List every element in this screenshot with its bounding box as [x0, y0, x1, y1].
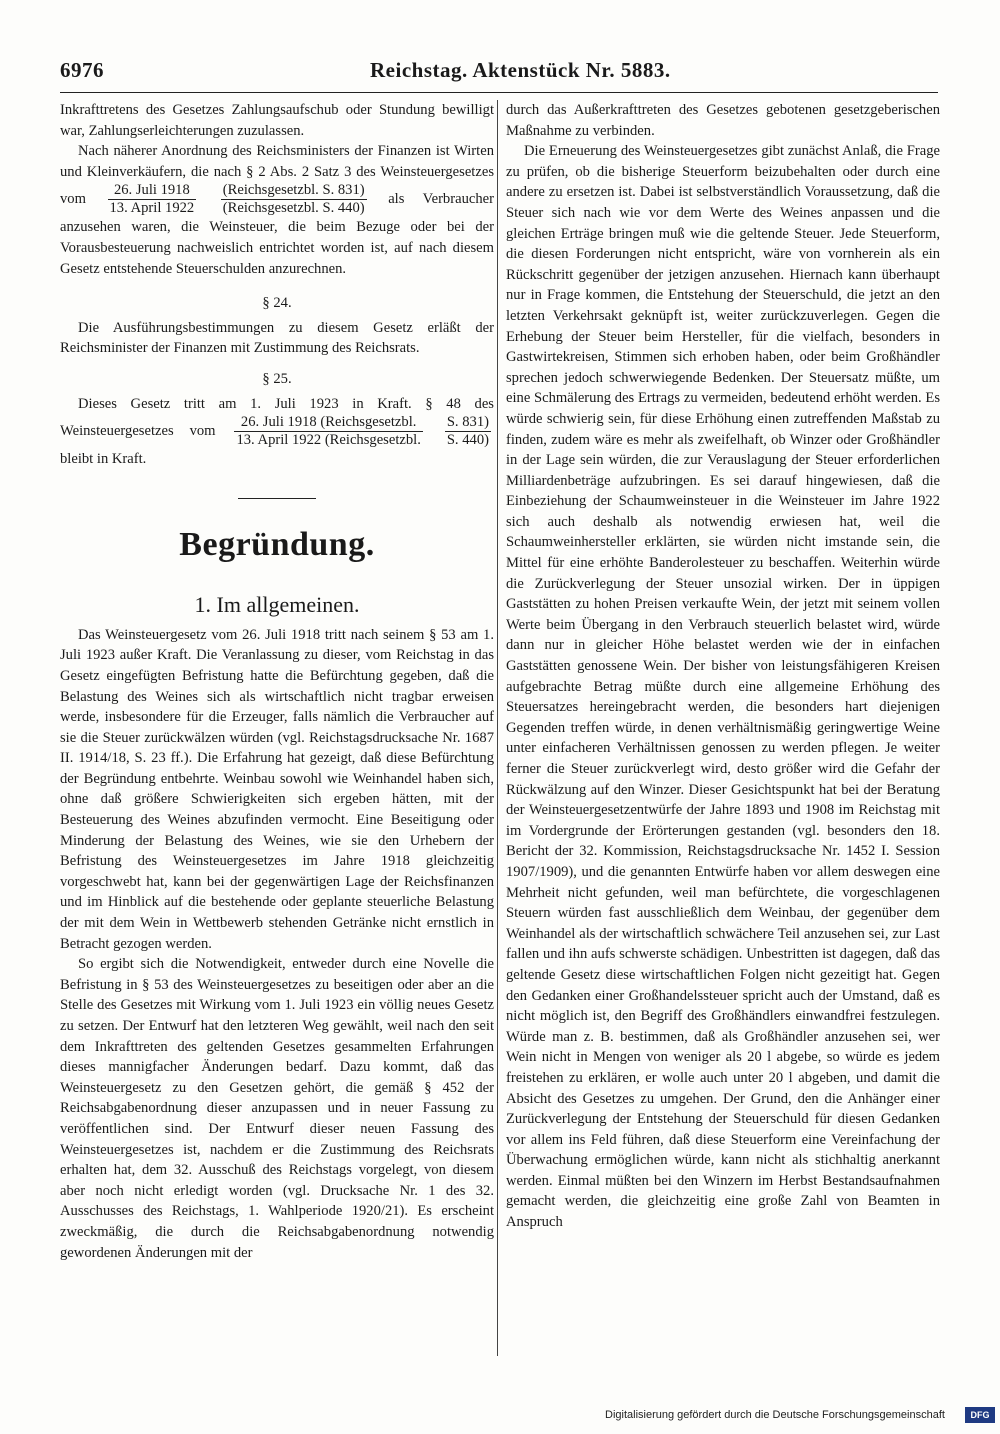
fraction-denominator: S. 440) — [446, 432, 489, 449]
paragraph: Inkrafttretens des Gesetzes Zahlungsaufschub oder Stundung bewilligt war, Zahlungserleichterungen zuzulassen. — [60, 102, 494, 139]
paragraph-text: bleibt in Kraft. — [60, 451, 147, 468]
dfg-logo: DFG — [965, 1407, 995, 1423]
paragraph: So ergibt sich die Notwendigkeit, entweder durch eine Novelle die Befristung in § 53 des Weinsteuergesetzes zu beseitigen oder aber an die Stelle des Gesetzes mit Wirkung vom 1. Juli 1923 ein völlig neues Gesetz zu setzen. Der Entwurf hat den letzteren Weg gewählt, weil nach den seit dem Inkrafttreten des geltenden Gesetzes gesammelten Erfahrungen dieses mannigfacher Änderungen bedarf. Dazu kommt, daß das Weinsteuergesetz zu den Gesetzen gehört, die gemäß § 452 der Reichsabgabenordnung dieser anzupassen und in neuer Fassung zu veröffentlichen sind. Der Entwurf dieser neuen Fassung des Weinsteuergesetzes ist, nachdem er die Zustimmung des Reichsrats erhalten hat, dem 32. Ausschuß des Reichstags vorgelegt, von diesem aber noch nicht erledigt worden (vgl. Drucksache Nr. 1 des 32. Ausschusses des Reichstags, 1. Wahlperiode 1920/21). Es erscheint zweckmäßig, die durch die Reichsabgabenordnung notwendig gewordenen Änderungen mit der — [60, 956, 494, 1261]
paragraph — [60, 141, 494, 279]
paragraph: Die Ausführungsbestimmungen zu diesem Gesetz erläßt der Reichsminister der Finanzen mit Zustimmung des Reichsrats. — [60, 319, 494, 357]
date-fraction — [234, 414, 422, 449]
section-heading: § 25. — [262, 370, 292, 387]
paragraph-text: als Verbraucher anzusehen waren, die Weinsteuer, die beim Bezuge oder bei der Vorausbesteuerung nachweislich entrichtet worden ist, auf nach diesem Gesetz entstehende Steuerschulden anzurechnen. — [60, 191, 494, 277]
section-heading: § 24. — [262, 295, 292, 312]
date-fraction — [108, 182, 197, 217]
paragraph: Das Weinsteuergesetz vom 26. Juli 1918 tritt nach seinem § 53 am 1. Juli 1923 außer Kraft. Die Veranlassung zu dieser, vom Reichstag in das Gesetz eingefügten Befristung hatte die Befürchtung gegeben, daß die Belastung des Weines sich als wirtschaftlich nicht tragbar erweisen werde, insbesondere für die Erzeuger, falls nämlich die Verbraucher auf sie die Steuer zurückwälzen würden (vgl. Reichstagsdrucksache Nr. 1687 II. 1914/18, S. 23 ff.). Die Erfahrung hat gezeigt, daß diese Befürchtung der Begründung entbehrte. Weinbau sowohl wie Weinhandel haben sich, ohne daß größere Schwierigkeiten sich ergeben hätten, mit der Besteuerung des Weines abzufinden vermocht. Eine Beseitigung oder Minderung der Belastung des Weines, wie sie den Urhebern der Befristung des Weinsteuergesetzes im Jahre 1918 gleichzeitig vorgeschwebt hat, kann bei der gegenwärtigen Lage der Reichsfinanzen und im Hinblick auf die bestehende oder geplante steuerliche Belastung der mit dem Wein in Wettbewerb stehenden Getränke nicht ernstlich in Betracht gezogen werden. — [60, 626, 494, 952]
fraction-denominator: 13. April 1922 — [109, 200, 195, 217]
paragraph-text: Nach näherer Anordnung des Reichsministers der Finanzen ist Wirten und Kleinverkäufern, die nach § 2 Abs. 2 Satz 3 des Weinsteuergesetzes vom — [60, 143, 494, 208]
citation-fraction — [221, 182, 367, 217]
fraction-numerator: (Reichsgesetzbl. S. 831) — [222, 182, 365, 199]
citation-fraction — [445, 414, 491, 449]
paragraph — [60, 394, 494, 470]
fraction-denominator: 13. April 1922 (Reichsgesetzbl. — [236, 432, 421, 449]
fraction-numerator: 26. Juli 1918 (Reichsgesetzbl. — [234, 414, 422, 432]
left-column — [60, 100, 494, 1263]
paragraph: durch das Außerkrafttreten des Gesetzes gebotenen gesetzgeberischen Maßnahme zu verbinden. — [506, 102, 940, 139]
fraction-numerator: S. 831) — [446, 414, 489, 431]
fraction-numerator: 26. Juli 1918 — [108, 182, 197, 200]
page-header — [60, 58, 938, 88]
sub-heading: 1. Im allgemeinen. — [194, 591, 360, 617]
paragraph: Die Erneuerung des Weinsteuergesetzes gibt zunächst Anlaß, die Frage zu prüfen, ob die bisherige Steuerform beizubehalten oder durch eine andere zu ersetzen ist. Dabei ist selbstverständlich Voraussetzung, daß die Steuer sich nach wie vor dem Werte des Weines anpassen und die gleichen Erträge bringen muß wie die geltende Steuer. Jede Steuerform, die diesen Forderungen nicht entspricht, wäre von vornherein als ein Rückschritt gegenüber der jetzigen anzusehen. Hiernach kann überhaupt nur in Frage kommen, die Entstehung der Steuerschuld, die jetzt an den letzten Verkehrsakt geknüpft ist, weiter zurückzuverlegen. Gegen die Erhebung der Steuer beim Hersteller, für die vielfach, besonders in Gastwirtekreisen, Stimmen sich erhoben haben, oder beim Großhändler sprechen jedoch schwerwiegende Bedenken. Der Steuersatz müßte, um eine Schmälerung des Ertrags zu vermeiden, bedeutend erhöht werden. Es würde schwierig sein, für diese Erhöhung einen zutreffenden Maßstab zu finden, zudem wäre es mehr als zweifelhaft, ob Winzer oder Großhändler in der Lage sein würden, die zur Verauslagung der Steuer erforderlichen Milliardenbeträge aufzubringen. Es sei darauf hingewiesen, daß die Einbeziehung der Schaumweinsteuer in die Weinsteuer im Jahre 1922 sich auch deshalb als notwendig erwiesen hat, weil die Schaumweinhersteller erklärten, sie würden nicht imstande sein, die Mittel für eine erhöhte Banderolesteuer zu beschaffen. Weiterhin würde die Zurückverlegung der Steuer unsozial wirken. Der in üppigen Gaststätten zu hohen Preisen verkaufte Wein, der jetzt mit seinem vollen Werte beim Übergang in den Verbrauch steuerlich belastet wird, würde dann nur in gleicher Höhe belastet werden wie der in einfachen Gaststätten genossene Wein. Der bisher von leistungsfähigeren Kreisen aufgebrachte Betrag müßte durch eine allgemeine Erhöhung des Steuersatzes hereingebracht werden, die besonders hart diejenigen Gegenden treffen würde, in denen verhältnismäßig geringwertige Weine unter einfacheren Verhältnissen genossen zu werden pflegen. Je weiter ferner die Steuer zurückverlegt wird, desto größer wird die Gefahr der Rückwälzung auf den Winzer. Dieser Gesichtspunkt hat bei der Beratung der Weinsteuergesetzentwürfe der Jahre 1893 und 1908 im Reichstag mit im Vordergrunde der Erörterungen gestanden (vgl. besonders den 18. Bericht der 32. Kommission, Reichstagsdrucksache Nr. 1452 I. Session 1907/1909), und die genannten Entwürfe haben vor allem deswegen eine Mehrheit nicht gefunden, weil man befürchtete, die vorgeschlagenen Steuern würden fast ausschließlich dem Weinbau, der gegenüber dem Weinhandel als der wirtschaftlich schwächere Teil anzusehen sei, zur Last fallen und ihn aufs schwerste schädigen. Unbestritten ist dagegen, daß das geltende Gesetz diese wirtschaftlichen Folgen nicht gezeitigt hat. Gegen den Gedanken einer Großhandelssteuer spricht auch der Umstand, daß es nicht möglich ist, den Begriff des Großhändlers einwandfrei festzulegen. Würde man z. B. bestimmen, daß als Großhändler anzusehen sei, wer Wein nicht in Mengen von weniger als 20 l abgebe, so würde es jedem freistehen zu erklären, er wolle auch unter 20 l abgeben, und damit die Absicht des Gesetzes zu umgehen. Der Grund, den die Anhänger einer Zurückverlegung der Entstehung der Steuerschuld für diesen Gedanken vor allem ins Feld führen, daß diese Steuerform eine Vereinfachung der Überwachung ermöglichen würde, kann nicht als stichhaltig anerkannt werden. Einmal müßten bei den Winzern im Herbst Bestandsaufnahmen gemacht werden, die gleichzeitig eine große Zahl von Beamten in Anspruch — [506, 143, 940, 1231]
separator-rule — [238, 498, 316, 499]
digitization-credit: Digitalisierung gefördert durch die Deutsche Forschungsgemeinschaft — [605, 1409, 945, 1421]
column-divider — [497, 100, 498, 1356]
header-rule — [60, 92, 938, 93]
page-number: 6976 — [60, 58, 104, 82]
fraction-denominator: (Reichsgesetzbl. S. 440) — [222, 200, 365, 217]
right-column — [506, 100, 940, 1233]
paragraph-text: Dieses Gesetz tritt am 1. Juli 1923 in Kraft. § 48 des Weinsteuergesetzes vom — [60, 395, 494, 439]
main-heading: Begründung. — [179, 525, 375, 563]
running-title: Reichstag. Aktenstück Nr. 5883. — [370, 58, 671, 82]
